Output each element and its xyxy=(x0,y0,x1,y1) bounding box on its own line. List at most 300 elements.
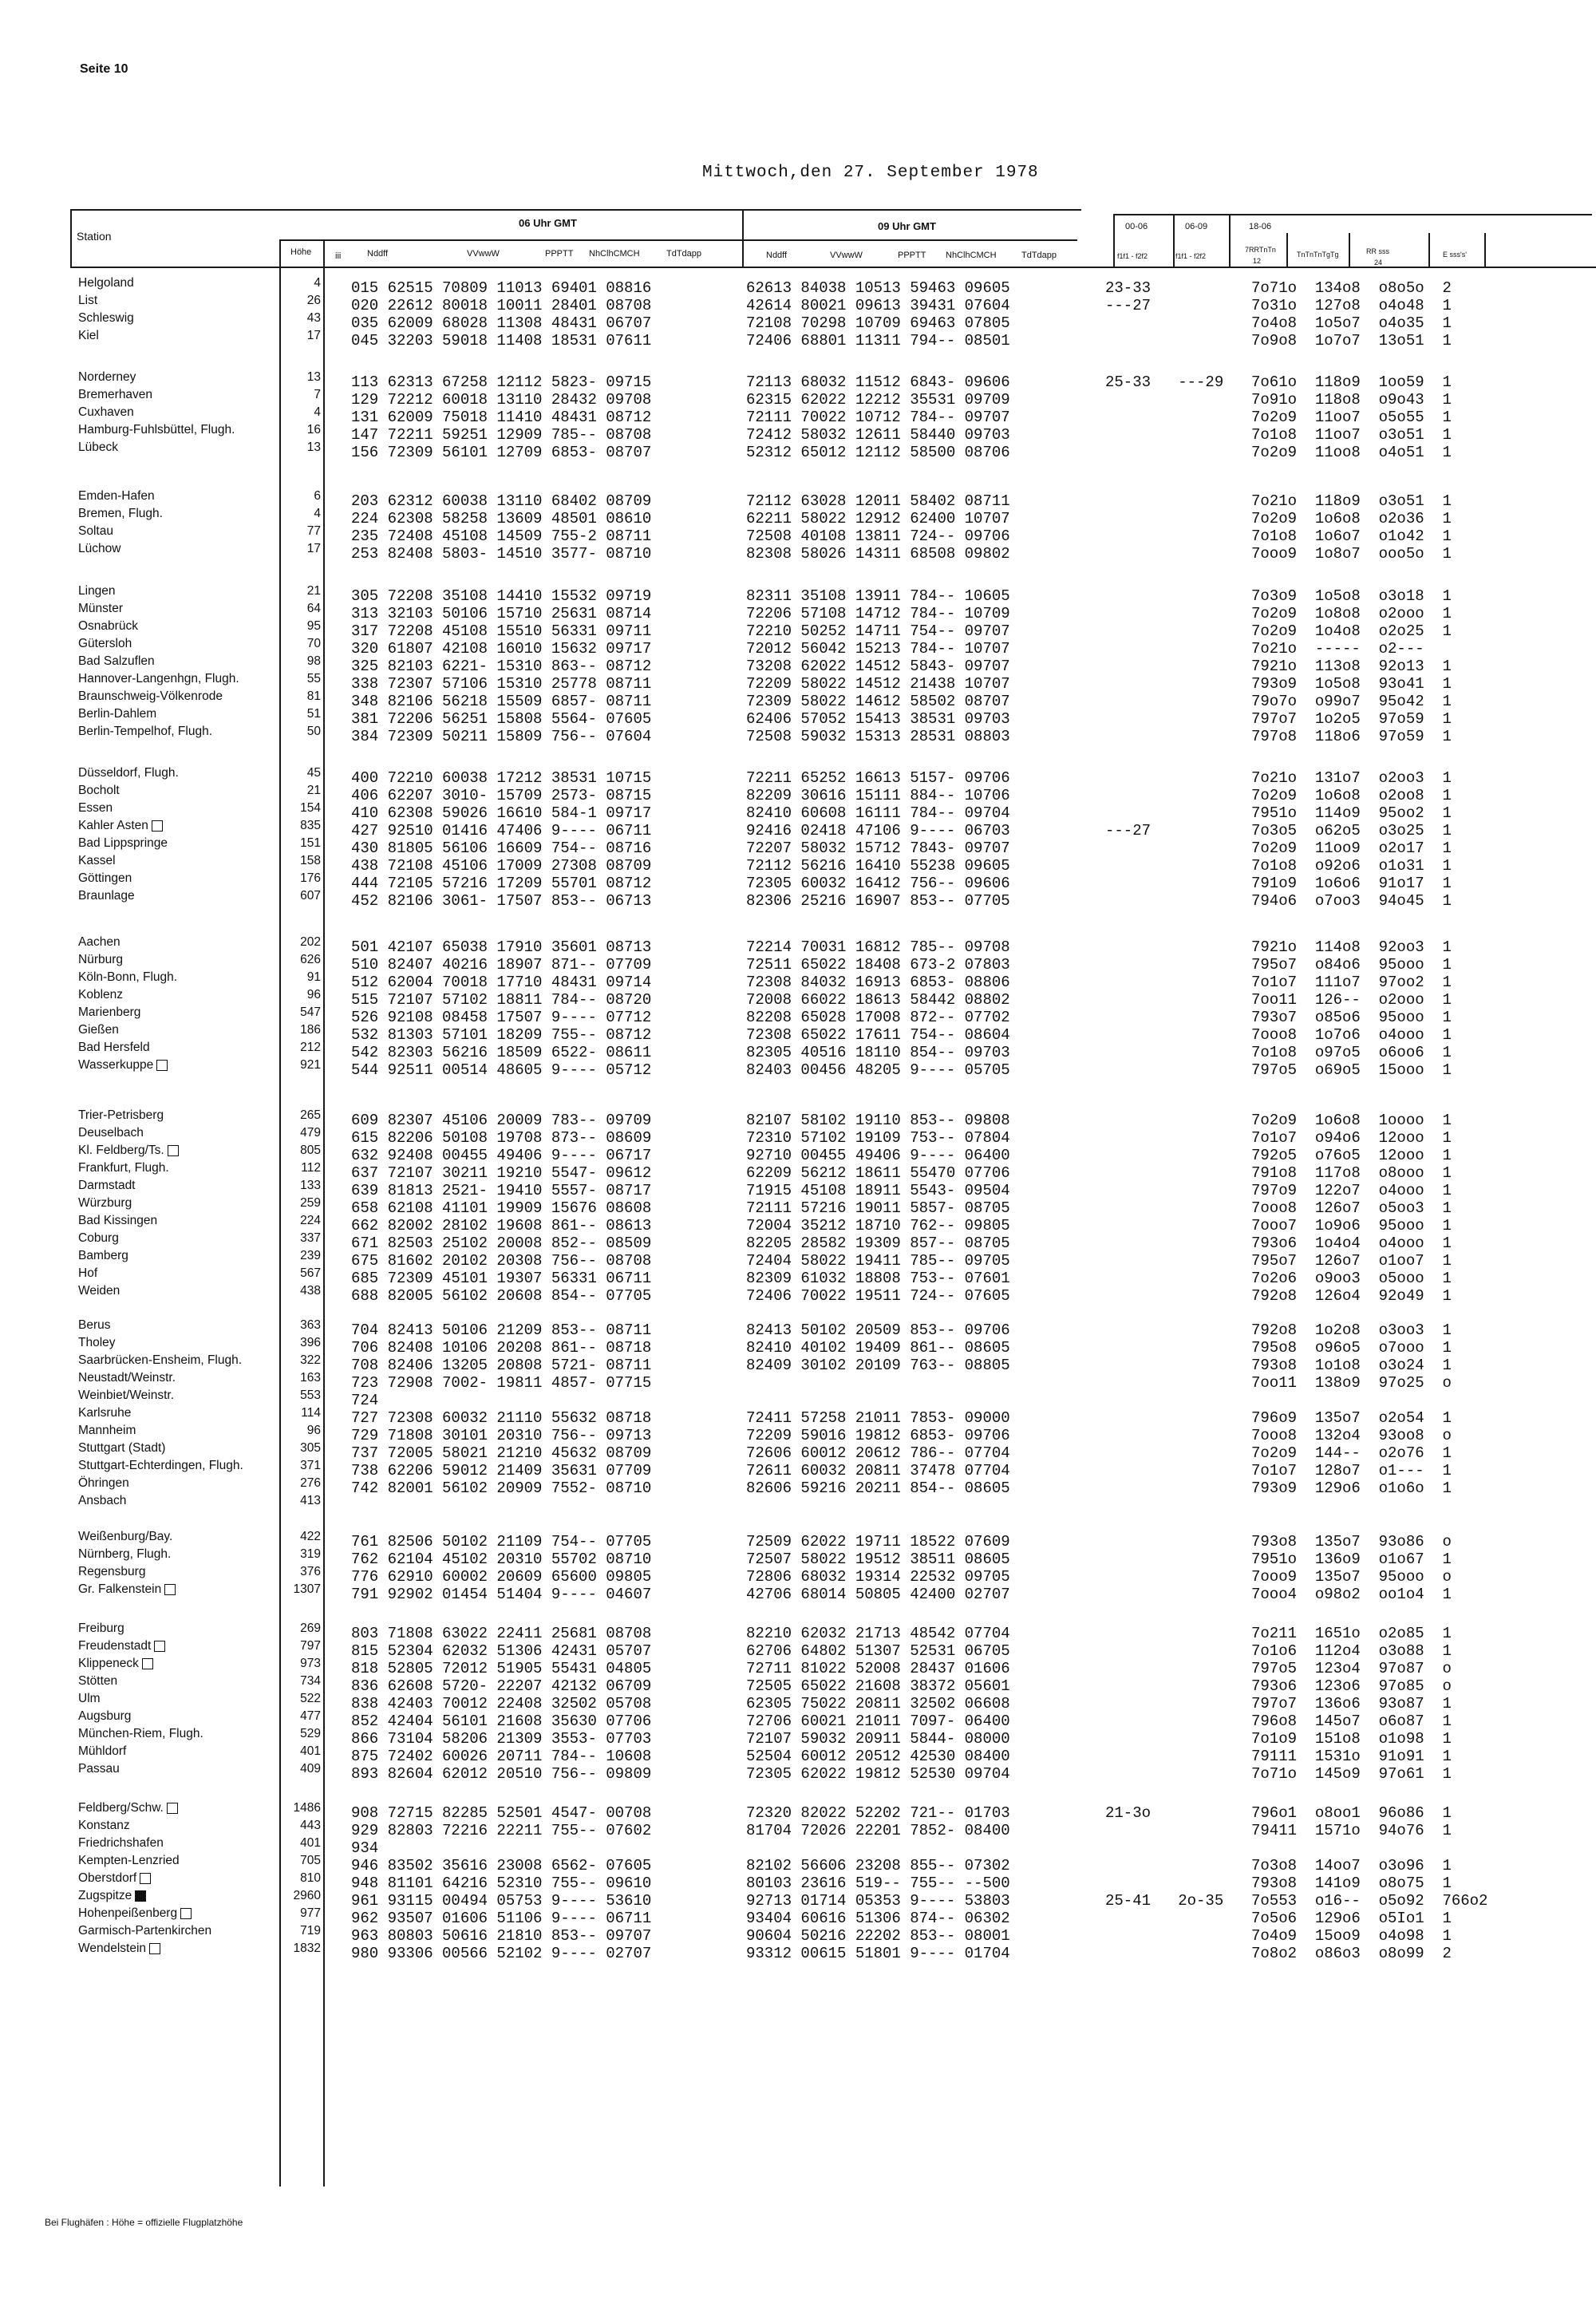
obs-06-gmt: 963 80803 50616 21810 853-- 09707 xyxy=(351,1927,652,1945)
extremes-precip: 7o1o6 112o4 o3o88 1 xyxy=(1251,1642,1452,1660)
station-height: 376 xyxy=(300,1565,321,1578)
obs-06-gmt: 512 62004 70018 17710 48431 09714 xyxy=(351,974,652,991)
station-label: Frankfurt, Flugh. xyxy=(78,1161,169,1175)
obs-09-gmt: 72711 81022 52008 28437 01606 xyxy=(746,1660,1010,1677)
obs-09-gmt: 72406 70022 19511 724-- 07605 xyxy=(746,1287,1010,1305)
station-name xyxy=(78,705,156,723)
station-label: Bad Salzuflen xyxy=(78,654,155,668)
obs-06-gmt: 729 71808 30101 20310 756-- 09713 xyxy=(351,1427,652,1444)
extremes-precip: 7o3o9 1o5o8 o3o18 1 xyxy=(1251,587,1452,605)
station-name xyxy=(78,723,212,741)
station-height: 64 xyxy=(306,602,321,615)
station-label: Braunlage xyxy=(78,889,135,903)
col-rule-p4 xyxy=(1349,233,1350,267)
obs-09-gmt: 72411 57258 21011 7853- 09000 xyxy=(746,1409,1010,1427)
obs-06-gmt: 708 82406 13205 20808 5721- 08711 xyxy=(351,1357,652,1374)
station-label: Emden-Hafen xyxy=(78,489,155,503)
obs-09-gmt: 42614 80021 09613 39431 07604 xyxy=(746,297,1010,314)
station-label: Düsseldorf, Flugh. xyxy=(78,766,179,780)
station-height: 547 xyxy=(300,1005,321,1019)
station-name xyxy=(78,1852,180,1870)
table-left-rule xyxy=(70,209,72,267)
obs-09-gmt: 81704 72026 22201 7852- 08400 xyxy=(746,1822,1010,1839)
station-label: Nürburg xyxy=(78,953,123,966)
station-name xyxy=(78,835,168,852)
station-name xyxy=(78,1107,164,1124)
gust-range: 21-3o xyxy=(1105,1804,1152,1822)
obs-06-gmt: 723 72908 7002- 19811 4857- 07715 xyxy=(351,1374,652,1392)
station-label: Bad Hersfeld xyxy=(78,1041,150,1054)
station-label: Lüchow xyxy=(78,542,121,555)
station-name xyxy=(78,782,120,800)
col-rule-hoehe xyxy=(323,239,325,2187)
obs-06-gmt: 818 52805 72012 51905 55431 04805 xyxy=(351,1660,652,1677)
extremes-precip: 797o8 118o6 97o59 1 xyxy=(1251,728,1452,745)
station-name xyxy=(78,583,116,600)
station-label: Freiburg xyxy=(78,1622,124,1635)
extremes-precip: 796o8 145o7 o6o87 1 xyxy=(1251,1712,1452,1730)
station-height: 186 xyxy=(300,1023,321,1037)
obs-06-gmt: 762 62104 45102 20310 55702 08710 xyxy=(351,1551,652,1568)
header-nddff-2: Nddff xyxy=(766,251,788,260)
obs-06-gmt: 015 62515 70809 11013 69401 08816 xyxy=(351,279,652,297)
obs-06-gmt: 866 73104 58206 21309 3553- 07703 xyxy=(351,1730,652,1748)
station-height: 202 xyxy=(300,935,321,949)
station-label: Nürnberg, Flugh. xyxy=(78,1547,172,1561)
obs-09-gmt: 72310 57102 19109 753-- 07804 xyxy=(746,1129,1010,1147)
station-name xyxy=(78,1195,132,1212)
extremes-precip: 7o2o6 o9oo3 o5ooo 1 xyxy=(1251,1270,1452,1287)
station-name xyxy=(78,934,120,951)
station-label: Stuttgart (Stadt) xyxy=(78,1441,166,1455)
obs-09-gmt: 72507 58022 19512 38511 08605 xyxy=(746,1551,1010,1568)
obs-09-gmt: 82410 40102 19409 861-- 08605 xyxy=(746,1339,1010,1357)
obs-09-gmt: 93312 00615 51801 9---- 01704 xyxy=(746,1945,1010,1962)
extremes-precip: 7921o 114o8 92oo3 1 xyxy=(1251,938,1452,956)
station-label: Aachen xyxy=(78,935,120,949)
extremes-precip: 793o8 1o1o8 o3o24 1 xyxy=(1251,1357,1452,1374)
extremes-precip: 794o6 o7oo3 94o45 1 xyxy=(1251,892,1452,910)
obs-06-gmt: 338 72307 57106 15310 25778 08711 xyxy=(351,675,652,693)
obs-09-gmt: 72308 65022 17611 754-- 08604 xyxy=(746,1026,1010,1044)
station-label: Oberstdorf xyxy=(78,1871,137,1885)
station-height: 1486 xyxy=(293,1801,321,1815)
extremes-precip: 793o9 1o5o8 93o41 1 xyxy=(1251,675,1452,693)
extremes-precip: 7ooo4 o98o2 oo1o4 1 xyxy=(1251,1586,1452,1603)
obs-06-gmt: 526 92108 08458 17507 9---- 07712 xyxy=(351,1009,652,1026)
station-name xyxy=(78,1743,126,1760)
extremes-precip: 7o3o8 14oo7 o3o96 1 xyxy=(1251,1857,1452,1874)
obs-06-gmt: 706 82408 10106 20208 861-- 08718 xyxy=(351,1339,652,1357)
station-height: 396 xyxy=(300,1336,321,1349)
station-height: 265 xyxy=(300,1108,321,1122)
station-label: Garmisch-Partenkirchen xyxy=(78,1924,212,1938)
station-name xyxy=(78,1282,120,1300)
station-name xyxy=(78,870,132,887)
obs-06-gmt: 852 42404 56101 21608 35630 07706 xyxy=(351,1712,652,1730)
station-label: Zugspitze xyxy=(78,1889,132,1902)
station-marker-icon xyxy=(135,1890,146,1902)
station-height: 163 xyxy=(300,1371,321,1385)
station-label: Weinbiet/Weinstr. xyxy=(78,1389,175,1402)
station-name xyxy=(78,1690,101,1708)
station-height: 17 xyxy=(306,542,321,555)
obs-09-gmt: 72210 50252 14711 754-- 09707 xyxy=(746,622,1010,640)
station-name xyxy=(78,1637,165,1655)
station-height: 269 xyxy=(300,1622,321,1635)
station-height: 322 xyxy=(300,1353,321,1367)
station-height: 6 xyxy=(314,489,321,503)
gust-range: 25-33 ---29 xyxy=(1105,373,1224,391)
station-name xyxy=(78,1021,119,1039)
station-label: Kempten-Lenzried xyxy=(78,1854,180,1867)
obs-09-gmt: 93404 60616 51306 874-- 06302 xyxy=(746,1910,1010,1927)
station-height: 112 xyxy=(301,1161,321,1175)
station-name xyxy=(78,1655,153,1673)
station-name xyxy=(78,1725,203,1743)
obs-09-gmt: 72207 58032 15712 7843- 09707 xyxy=(746,839,1010,857)
obs-09-gmt: 72107 59032 20911 5844- 08000 xyxy=(746,1730,1010,1748)
station-label: Weißenburg/Bay. xyxy=(78,1530,173,1543)
obs-09-gmt: 82102 56606 23208 855-- 07302 xyxy=(746,1857,1010,1874)
station-height: 422 xyxy=(300,1530,321,1543)
station-label: Öhringen xyxy=(78,1476,129,1490)
extremes-precip: 7o3o5 o62o5 o3o25 1 xyxy=(1251,822,1452,839)
obs-06-gmt: 727 72308 60032 21110 55632 08718 xyxy=(351,1409,652,1427)
station-height: 805 xyxy=(300,1144,321,1157)
station-label: Bad Kissingen xyxy=(78,1214,158,1227)
station-label: Neustadt/Weinstr. xyxy=(78,1371,176,1385)
extremes-precip: 797o5 o69o5 15ooo 1 xyxy=(1251,1061,1452,1079)
station-label: Deuselbach xyxy=(78,1126,144,1140)
station-name xyxy=(78,600,123,618)
station-height: 81 xyxy=(306,689,321,703)
extremes-precip: 793o8 141o9 o8o75 1 xyxy=(1251,1874,1452,1892)
station-label: Bremen, Flugh. xyxy=(78,507,163,520)
obs-06-gmt: 430 81805 56106 16609 754-- 08716 xyxy=(351,839,652,857)
obs-09-gmt: 90604 50216 22202 853-- 08001 xyxy=(746,1927,1010,1945)
extremes-precip: 797o7 1o2o5 97o59 1 xyxy=(1251,710,1452,728)
station-name xyxy=(78,1177,136,1195)
station-label: Stuttgart-Echterdingen, Flugh. xyxy=(78,1459,243,1472)
station-name xyxy=(78,1265,97,1282)
header-f1-2: f1f1 - f2f2 xyxy=(1175,252,1207,260)
station-name xyxy=(78,1369,176,1387)
obs-06-gmt: 675 81602 20102 20308 756-- 08708 xyxy=(351,1252,652,1270)
obs-09-gmt: 82413 50102 20509 853-- 09706 xyxy=(746,1321,1010,1339)
station-label: Ansbach xyxy=(78,1494,127,1507)
obs-06-gmt: 542 82303 56216 18509 6522- 08611 xyxy=(351,1044,652,1061)
obs-09-gmt: 62315 62022 12212 35531 09709 xyxy=(746,391,1010,409)
station-height: 477 xyxy=(300,1709,321,1723)
station-name xyxy=(78,540,120,558)
station-name xyxy=(78,1905,192,1922)
obs-06-gmt: 836 62608 5720- 22207 42132 06709 xyxy=(351,1677,652,1695)
obs-06-gmt: 961 93115 00494 05753 9---- 53610 xyxy=(351,1892,652,1910)
obs-09-gmt: 72211 65252 16613 5157- 09706 xyxy=(746,769,1010,787)
station-label: Bamberg xyxy=(78,1249,128,1262)
header-nhcl-2: NhClhCMCH xyxy=(946,251,997,260)
station-marker-icon xyxy=(154,1641,165,1652)
obs-06-gmt: 129 72212 60018 13110 28432 09708 xyxy=(351,391,652,409)
obs-06-gmt: 452 82106 3061- 17507 853-- 06713 xyxy=(351,892,652,910)
obs-06-gmt: 532 81303 57101 18209 755-- 08712 xyxy=(351,1026,652,1044)
obs-09-gmt: 72108 70298 10709 69463 07805 xyxy=(746,314,1010,332)
station-label: Regensburg xyxy=(78,1565,146,1578)
station-height: 921 xyxy=(300,1058,321,1072)
extremes-precip: 7o211 1651o o2o85 1 xyxy=(1251,1625,1452,1642)
obs-09-gmt: 52312 65012 12112 58500 08706 xyxy=(746,444,1010,461)
obs-06-gmt: 224 62308 58258 13609 48501 08610 xyxy=(351,510,652,527)
station-height: 50 xyxy=(306,725,321,738)
station-name xyxy=(78,1404,131,1422)
obs-06-gmt: 406 62207 3010- 15709 2573- 08715 xyxy=(351,787,652,804)
station-label: Mühldorf xyxy=(78,1744,127,1758)
station-name xyxy=(78,1230,119,1247)
obs-06-gmt: 325 82103 6221- 15310 863-- 08712 xyxy=(351,658,652,675)
extremes-precip: 7o61o 118o9 1oo59 1 xyxy=(1251,373,1452,391)
station-label: Kassel xyxy=(78,854,116,867)
obs-06-gmt: 724 xyxy=(351,1392,379,1409)
date-line: Mittwoch,den 27. September 1978 xyxy=(702,164,1039,182)
station-name xyxy=(78,635,132,653)
station-label: Kahler Asten xyxy=(78,819,148,832)
station-height: 114 xyxy=(301,1406,321,1420)
station-label: Coburg xyxy=(78,1231,119,1245)
station-name xyxy=(78,523,113,540)
extremes-precip: 7921o 113o8 92o13 1 xyxy=(1251,658,1452,675)
obs-09-gmt: 72509 62022 19711 18522 07609 xyxy=(746,1533,1010,1551)
station-height: 438 xyxy=(300,1284,321,1298)
station-name xyxy=(78,688,223,705)
obs-09-gmt: 72508 40108 13811 724-- 09706 xyxy=(746,527,1010,545)
footnote: Bei Flughäfen : Höhe = offizielle Flugplatzhöhe xyxy=(45,2217,243,2228)
station-label: Bocholt xyxy=(78,784,120,797)
station-name xyxy=(78,1760,120,1778)
obs-09-gmt: 82403 00456 48205 9---- 05705 xyxy=(746,1061,1010,1079)
station-height: 810 xyxy=(300,1871,321,1885)
station-height: 363 xyxy=(300,1318,321,1332)
station-marker-icon xyxy=(140,1873,151,1884)
header-pppt-1: PPPTT xyxy=(545,249,574,259)
extremes-precip: 7o1o8 o92o6 o1o31 1 xyxy=(1251,857,1452,875)
obs-09-gmt: 82107 58102 19110 853-- 09808 xyxy=(746,1112,1010,1129)
station-label: Weiden xyxy=(78,1284,120,1298)
obs-06-gmt: 253 82408 5803- 14510 3577- 08710 xyxy=(351,545,652,563)
station-height: 719 xyxy=(300,1924,321,1938)
header-pppt-2: PPPTT xyxy=(898,251,926,260)
extremes-precip: 7o2o9 1o6o8 o2o36 1 xyxy=(1251,510,1452,527)
obs-06-gmt: 410 62308 59026 16610 584-1 09717 xyxy=(351,804,652,822)
obs-09-gmt: 72320 82022 52202 721-- 01703 xyxy=(746,1804,1010,1822)
station-name xyxy=(78,1475,129,1492)
station-height: 96 xyxy=(306,988,321,1001)
col-rule-p6 xyxy=(1484,233,1486,267)
station-label: Soltau xyxy=(78,524,113,538)
station-height: 797 xyxy=(300,1639,321,1653)
station-height: 55 xyxy=(306,672,321,685)
station-label: München-Riem, Flugh. xyxy=(78,1727,203,1740)
gust-range: 23-33 xyxy=(1105,279,1152,297)
station-height: 319 xyxy=(300,1547,321,1561)
station-height: 835 xyxy=(300,819,321,832)
station-name xyxy=(78,1057,168,1074)
obs-09-gmt: 80103 23616 519-- 755-- --500 xyxy=(746,1874,1010,1892)
extremes-precip: 7o21o 118o9 o3o51 1 xyxy=(1251,492,1452,510)
station-name xyxy=(78,386,152,404)
extremes-precip: 792o8 126o4 92o49 1 xyxy=(1251,1287,1452,1305)
obs-06-gmt: 235 72408 45108 14509 755-2 08711 xyxy=(351,527,652,545)
obs-06-gmt: 908 72715 82285 52501 4547- 00708 xyxy=(351,1804,652,1822)
station-name xyxy=(78,1940,160,1957)
station-height: 2960 xyxy=(293,1889,321,1902)
obs-09-gmt: 72308 84032 16913 6853- 08806 xyxy=(746,974,1010,991)
station-name xyxy=(78,505,163,523)
station-name xyxy=(78,764,179,782)
station-height: 413 xyxy=(300,1494,321,1507)
obs-09-gmt: 82409 30102 20109 763-- 08805 xyxy=(746,1357,1010,1374)
obs-09-gmt: 62406 57052 15413 38531 09703 xyxy=(746,710,1010,728)
station-name xyxy=(78,1212,157,1230)
obs-09-gmt: 71915 45108 18911 5543- 09504 xyxy=(746,1182,1010,1199)
obs-06-gmt: 980 93306 00566 52102 9---- 02707 xyxy=(351,1945,652,1962)
obs-09-gmt: 72706 60021 21011 7097- 06400 xyxy=(746,1712,1010,1730)
obs-09-gmt: 72209 58022 14512 21438 10707 xyxy=(746,675,1010,693)
obs-09-gmt: 72004 35212 18710 762-- 09805 xyxy=(746,1217,1010,1234)
obs-06-gmt: 045 32203 59018 11408 18531 07611 xyxy=(351,332,652,350)
station-name xyxy=(78,369,136,386)
header-bottom-rule xyxy=(70,267,1596,268)
station-height: 224 xyxy=(300,1214,321,1227)
station-height: 1832 xyxy=(293,1942,321,1955)
extremes-precip: 7o4o9 15oo9 o4o98 1 xyxy=(1251,1927,1452,1945)
station-name xyxy=(78,1492,126,1510)
station-height: 522 xyxy=(300,1692,321,1705)
gust-range: 25-41 2o-35 xyxy=(1105,1892,1224,1910)
station-label: Augsburg xyxy=(78,1709,132,1723)
obs-06-gmt: 737 72005 58021 21210 45632 08709 xyxy=(351,1444,652,1462)
station-label: Mannheim xyxy=(78,1424,136,1437)
station-height: 607 xyxy=(300,889,321,903)
station-label: Bad Lippspringe xyxy=(78,836,168,850)
station-label: Osnabrück xyxy=(78,619,138,633)
station-name xyxy=(78,1387,174,1404)
station-name xyxy=(78,1546,171,1563)
station-height: 626 xyxy=(300,953,321,966)
obs-09-gmt: 72209 59016 19812 6853- 09706 xyxy=(746,1427,1010,1444)
extremes-precip: 7o5o6 129o6 o5Io1 1 xyxy=(1251,1910,1452,1927)
station-label: Passau xyxy=(78,1762,120,1776)
obs-06-gmt: 444 72105 57216 17209 55701 08712 xyxy=(351,875,652,892)
station-name xyxy=(78,969,177,986)
table-top-rule xyxy=(70,209,1081,211)
obs-06-gmt: 609 82307 45106 20009 783-- 09709 xyxy=(351,1112,652,1129)
station-label: Berlin-Tempelhof, Flugh. xyxy=(78,725,212,738)
station-name xyxy=(78,1457,243,1475)
station-height: 479 xyxy=(300,1126,321,1140)
station-label: Ulm xyxy=(78,1692,101,1705)
extremes-precip: 7951o 114o9 95oo2 1 xyxy=(1251,804,1452,822)
obs-06-gmt: 742 82001 56102 20909 7552- 08710 xyxy=(351,1479,652,1497)
obs-09-gmt: 72309 58022 14612 58502 08707 xyxy=(746,693,1010,710)
obs-06-gmt: 929 82803 72216 22211 755-- 07602 xyxy=(351,1822,652,1839)
obs-09-gmt: 72611 60032 20811 37478 07704 xyxy=(746,1462,1010,1479)
station-label: Hamburg-Fuhlsbüttel, Flugh. xyxy=(78,423,235,437)
obs-06-gmt: 131 62009 75018 11410 48431 08712 xyxy=(351,409,652,426)
station-label: Darmstadt xyxy=(78,1179,136,1192)
col-rule-right xyxy=(1113,214,1115,268)
station-label: Konstanz xyxy=(78,1819,130,1832)
extremes-precip: 7o2o9 144-- o2o76 1 xyxy=(1251,1444,1452,1462)
obs-09-gmt: 42706 68014 50805 42400 02707 xyxy=(746,1586,1010,1603)
obs-09-gmt: 72505 65022 21608 38372 05601 xyxy=(746,1677,1010,1695)
extremes-precip: 7o1o7 128o7 o1--- 1 xyxy=(1251,1462,1452,1479)
extremes-precip: 797o9 122o7 o4ooo 1 xyxy=(1251,1182,1452,1199)
obs-09-gmt: 92416 02418 47106 9---- 06703 xyxy=(746,822,1010,839)
gust-range: ---27 xyxy=(1105,822,1152,839)
station-label: Marienberg xyxy=(78,1005,141,1019)
station-label: Klippeneck xyxy=(78,1657,139,1670)
station-name xyxy=(78,404,134,421)
extremes-precip: 7o21o ----- o2--- xyxy=(1251,640,1443,658)
extremes-precip: 7o2o9 1o6o8 1oooo 1 xyxy=(1251,1112,1452,1129)
station-name xyxy=(78,439,118,456)
obs-06-gmt: 156 72309 56101 12709 6853- 08707 xyxy=(351,444,652,461)
col-rule-obs xyxy=(742,209,744,267)
station-label: Würzburg xyxy=(78,1196,132,1210)
station-height: 151 xyxy=(300,836,321,850)
extremes-precip: 7o1o8 11oo7 o3o51 1 xyxy=(1251,426,1452,444)
station-label: Kiel xyxy=(78,329,99,342)
header-period-06-09: 06-09 xyxy=(1185,222,1208,231)
station-height: 7 xyxy=(314,388,321,401)
extremes-precip: 793o9 129o6 o1o6o 1 xyxy=(1251,1479,1452,1497)
station-label: Berus xyxy=(78,1318,111,1332)
extremes-precip: 796o9 135o7 o2o54 1 xyxy=(1251,1409,1452,1427)
extremes-precip: 7o2o9 11oo8 o4o51 1 xyxy=(1251,444,1452,461)
station-name xyxy=(78,1142,179,1159)
header-esss: E sss's' xyxy=(1443,251,1467,259)
station-height: 705 xyxy=(300,1854,321,1867)
obs-09-gmt: 82308 58026 14311 68508 09802 xyxy=(746,545,1010,563)
obs-09-gmt: 72412 58032 12611 58440 09703 xyxy=(746,426,1010,444)
station-label: Köln-Bonn, Flugh. xyxy=(78,970,178,984)
obs-06-gmt: 761 82506 50102 21109 754-- 07705 xyxy=(351,1533,652,1551)
extremes-precip: 795o7 126o7 o1oo7 1 xyxy=(1251,1252,1452,1270)
obs-09-gmt: 72206 57108 14712 784-- 10709 xyxy=(746,605,1010,622)
station-height: 1307 xyxy=(293,1582,321,1596)
station-label: Essen xyxy=(78,801,113,815)
obs-06-gmt: 934 xyxy=(351,1839,379,1857)
obs-06-gmt: 776 62910 60002 20609 65600 09805 xyxy=(351,1568,652,1586)
extremes-precip: 7o2o9 1o8o8 o2ooo 1 xyxy=(1251,605,1452,622)
extremes-precip: 7o8o2 o86o3 o8o99 2 xyxy=(1251,1945,1452,1962)
station-label: Wendelstein xyxy=(78,1942,147,1955)
station-height: 13 xyxy=(306,440,321,454)
obs-06-gmt: 203 62312 60038 13110 68402 08709 xyxy=(351,492,652,510)
extremes-precip: 7o1o8 o97o5 o6oo6 1 xyxy=(1251,1044,1452,1061)
station-label: Tholey xyxy=(78,1336,116,1349)
header-tn: TnTnTnTgTg xyxy=(1297,251,1339,259)
station-height: 276 xyxy=(300,1476,321,1490)
station-label: Hohenpeißenberg xyxy=(78,1906,178,1920)
station-name xyxy=(78,1528,172,1546)
obs-09-gmt: 82209 30616 15111 884-- 10706 xyxy=(746,787,1010,804)
col-rule-p2 xyxy=(1229,214,1231,268)
obs-06-gmt: 438 72108 45106 17009 27308 08709 xyxy=(351,857,652,875)
obs-09-gmt: 72305 62022 19812 52530 09704 xyxy=(746,1765,1010,1783)
station-name xyxy=(78,1620,124,1637)
